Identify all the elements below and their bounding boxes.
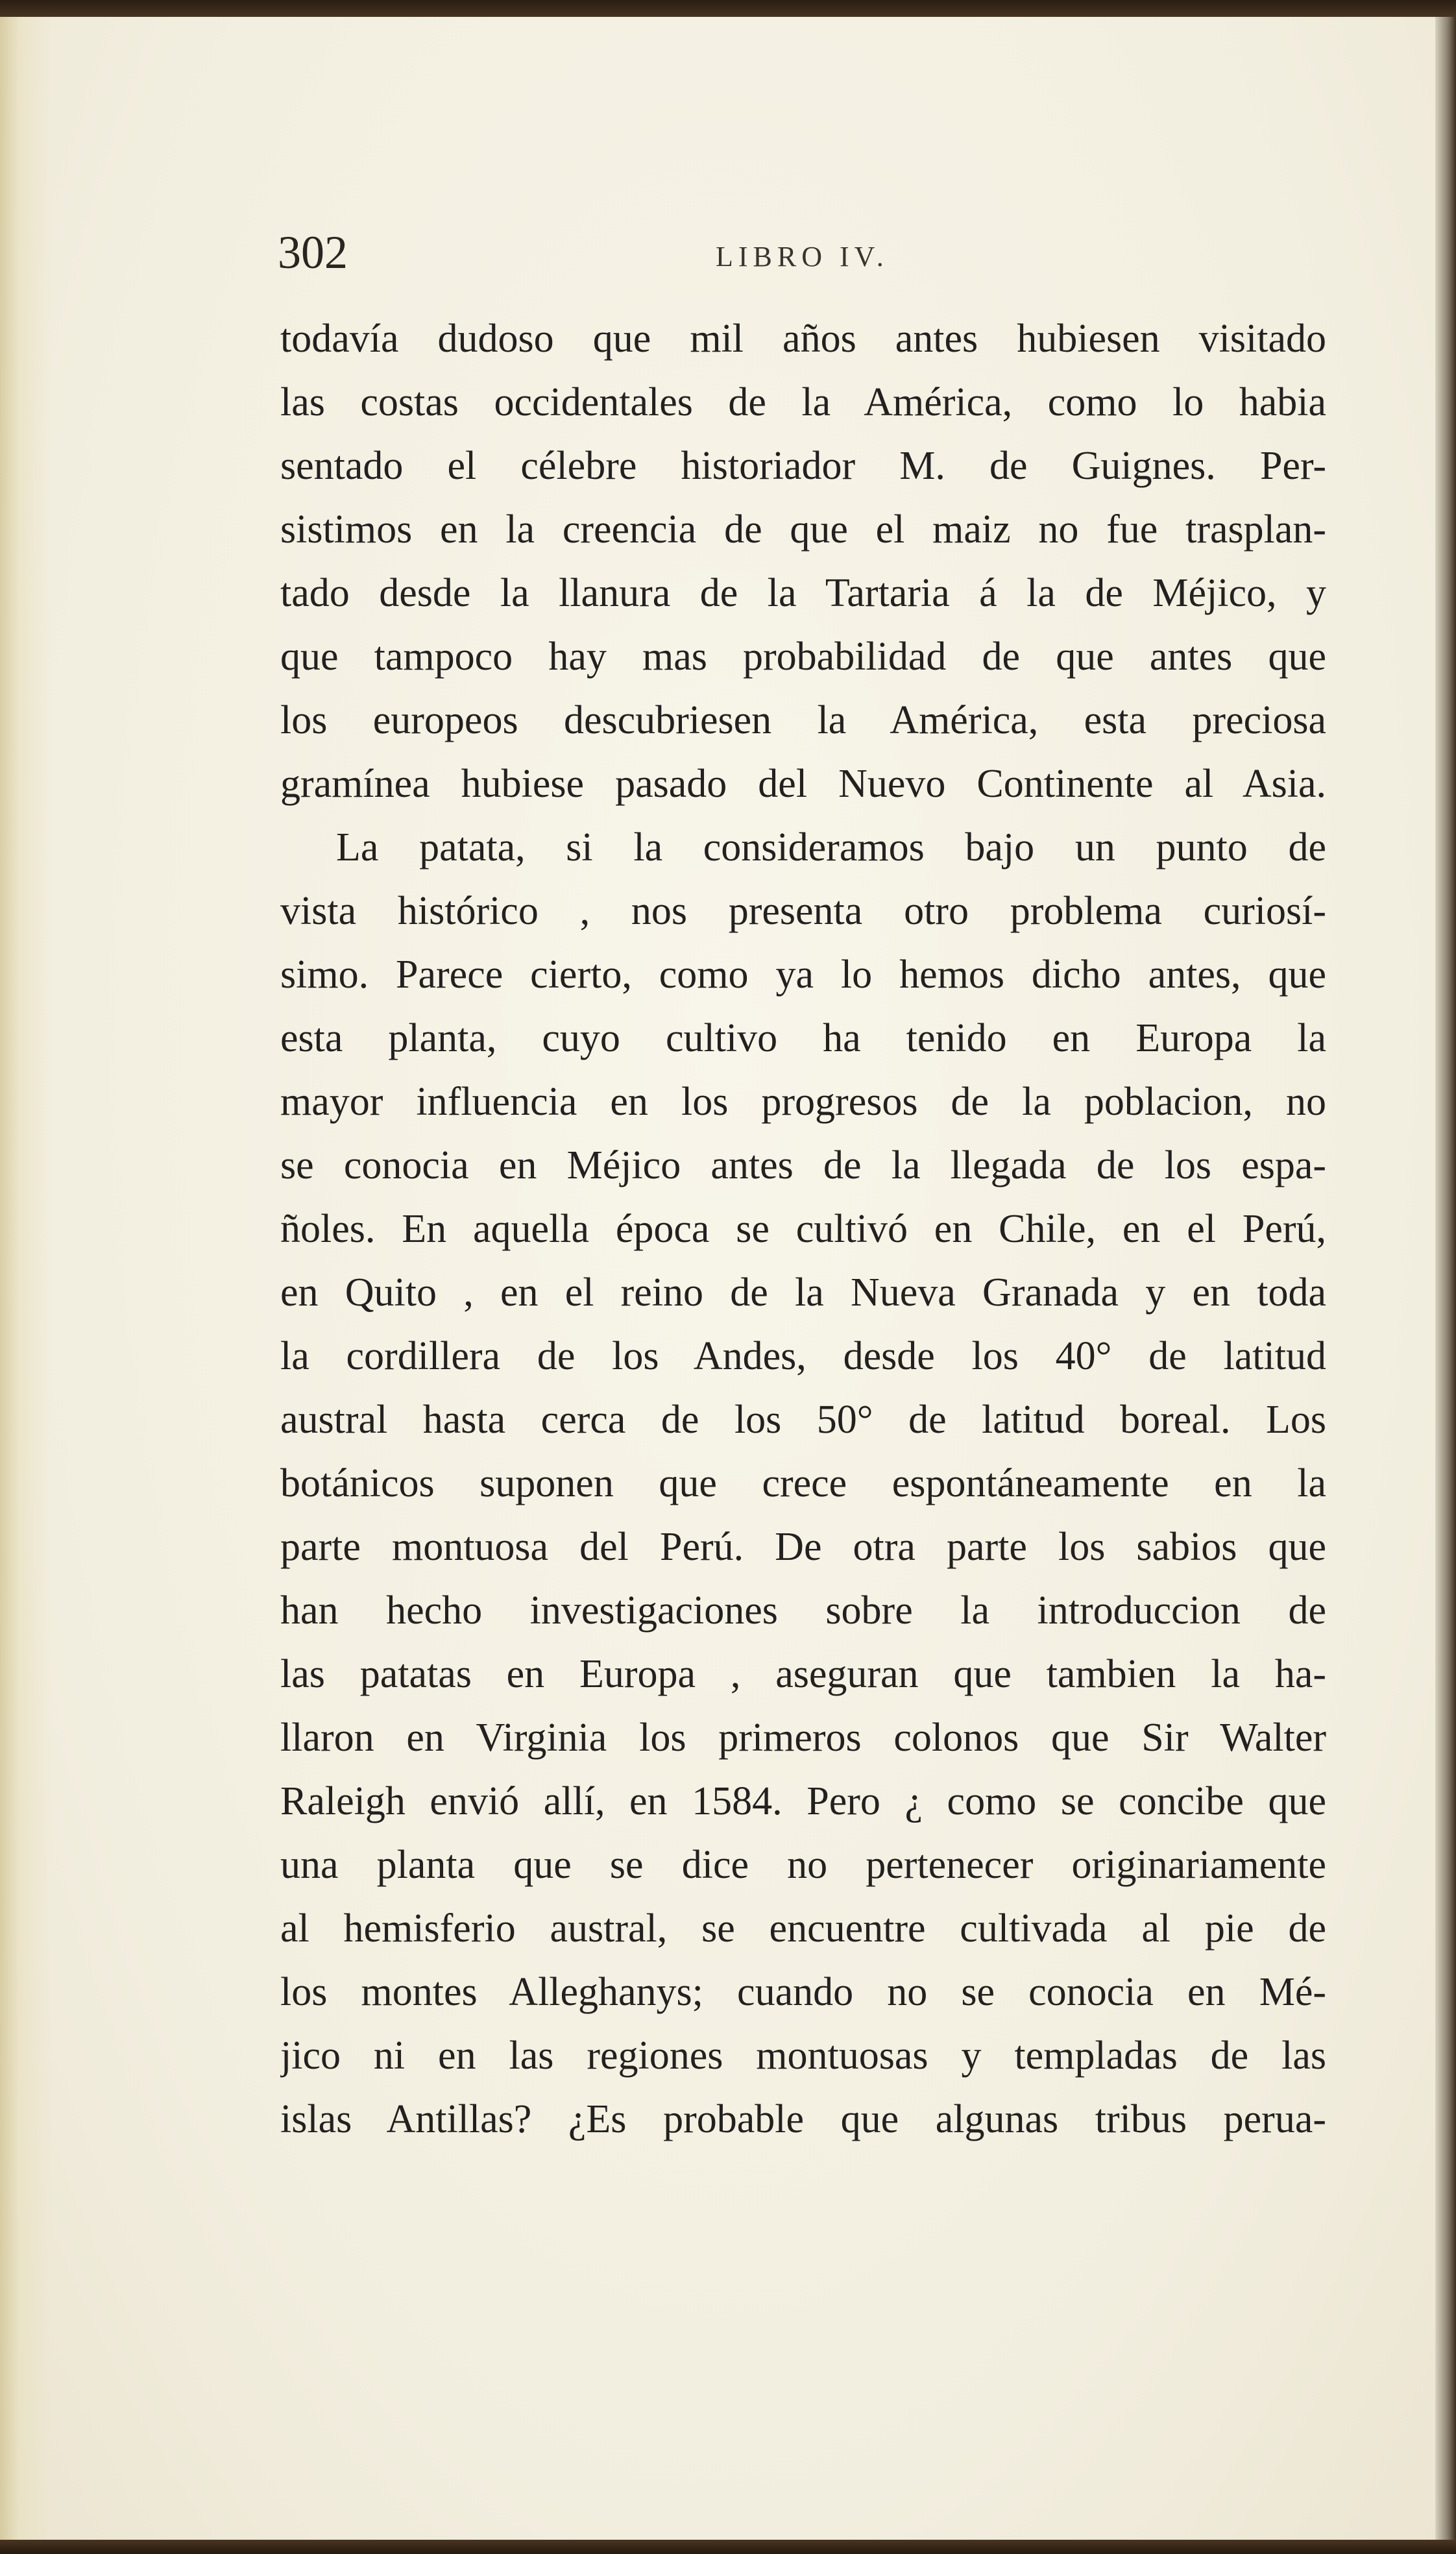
text-line: las costas occidentales de la América, como lo habia: [280, 380, 1326, 424]
text-line: la cordillera de los Andes, desde los 40° de latitud: [280, 1334, 1326, 1378]
text-line: esta planta, cuyo cultivo ha tenido en Europa la: [280, 1016, 1326, 1060]
text-line: sistimos en la creencia de que el maiz no fue trasplan-: [280, 507, 1326, 552]
text-line: gramínea hubiese pasado del Nuevo Continente al Asia.: [280, 762, 1326, 806]
text-line: al hemisferio austral, se encuentre cultivada al pie de: [280, 1906, 1326, 1951]
text-line: jico ni en las regiones montuosas y templadas de las: [280, 2034, 1326, 2078]
text-line: los montes Alleghanys; cuando no se conocia en Mé-: [280, 1970, 1326, 2014]
page-right-edge: [1435, 17, 1456, 2541]
text-line: islas Antillas? ¿Es probable que algunas tribus perua-: [280, 2097, 1326, 2141]
body-text: [280, 307, 1326, 2151]
text-line: parte montuosa del Perú. De otra parte los sabios que: [280, 1525, 1326, 1569]
text-line: que tampoco hay mas probabilidad de que antes que: [280, 635, 1326, 679]
running-head: LIBRO IV.: [716, 241, 889, 273]
page-number: 302: [278, 226, 348, 278]
text-line: una planta que se dice no pertenecer originariamente: [280, 1843, 1326, 1887]
text-line: simo. Parece cierto, como ya lo hemos dicho antes, que: [280, 953, 1326, 997]
text-line: mayor influencia en los progresos de la poblacion, no: [280, 1080, 1326, 1124]
text-line: austral hasta cerca de los 50° de latitud boreal. Los: [280, 1398, 1326, 1442]
text-line: botánicos suponen que crece espontáneamente en la: [280, 1461, 1326, 1505]
text-line: se conocia en Méjico antes de la llegada de los espa-: [280, 1143, 1326, 1187]
text-line: vista histórico , nos presenta otro problema curiosí-: [280, 889, 1326, 933]
text-line: tado desde la llanura de la Tartaria á la de Méjico, y: [280, 571, 1326, 615]
text-line: Raleigh envió allí, en 1584. Pero ¿ como se concibe que: [280, 1779, 1326, 1823]
text-line: llaron en Virginia los primeros colonos que Sir Walter: [280, 1716, 1326, 1760]
text-line: los europeos descubriesen la América, esta preciosa: [280, 698, 1326, 742]
text-line: en Quito , en el reino de la Nueva Granada y en toda: [280, 1271, 1326, 1315]
page-header: [278, 226, 1329, 291]
text-line: sentado el célebre historiador M. de Guignes. Per-: [280, 444, 1326, 488]
text-line: han hecho investigaciones sobre la introduccion de: [280, 1588, 1326, 1633]
book-top-edge: [0, 0, 1456, 18]
book-bottom-edge: [0, 2540, 1456, 2554]
text-line: ñoles. En aquella época se cultivó en Chile, en el Perú,: [280, 1207, 1326, 1251]
text-line: las patatas en Europa , aseguran que tambien la ha-: [280, 1652, 1326, 1696]
text-line: La patata, si la consideramos bajo un punto de: [336, 825, 1326, 870]
text-line: todavía dudoso que mil años antes hubiesen visitado: [280, 317, 1326, 361]
